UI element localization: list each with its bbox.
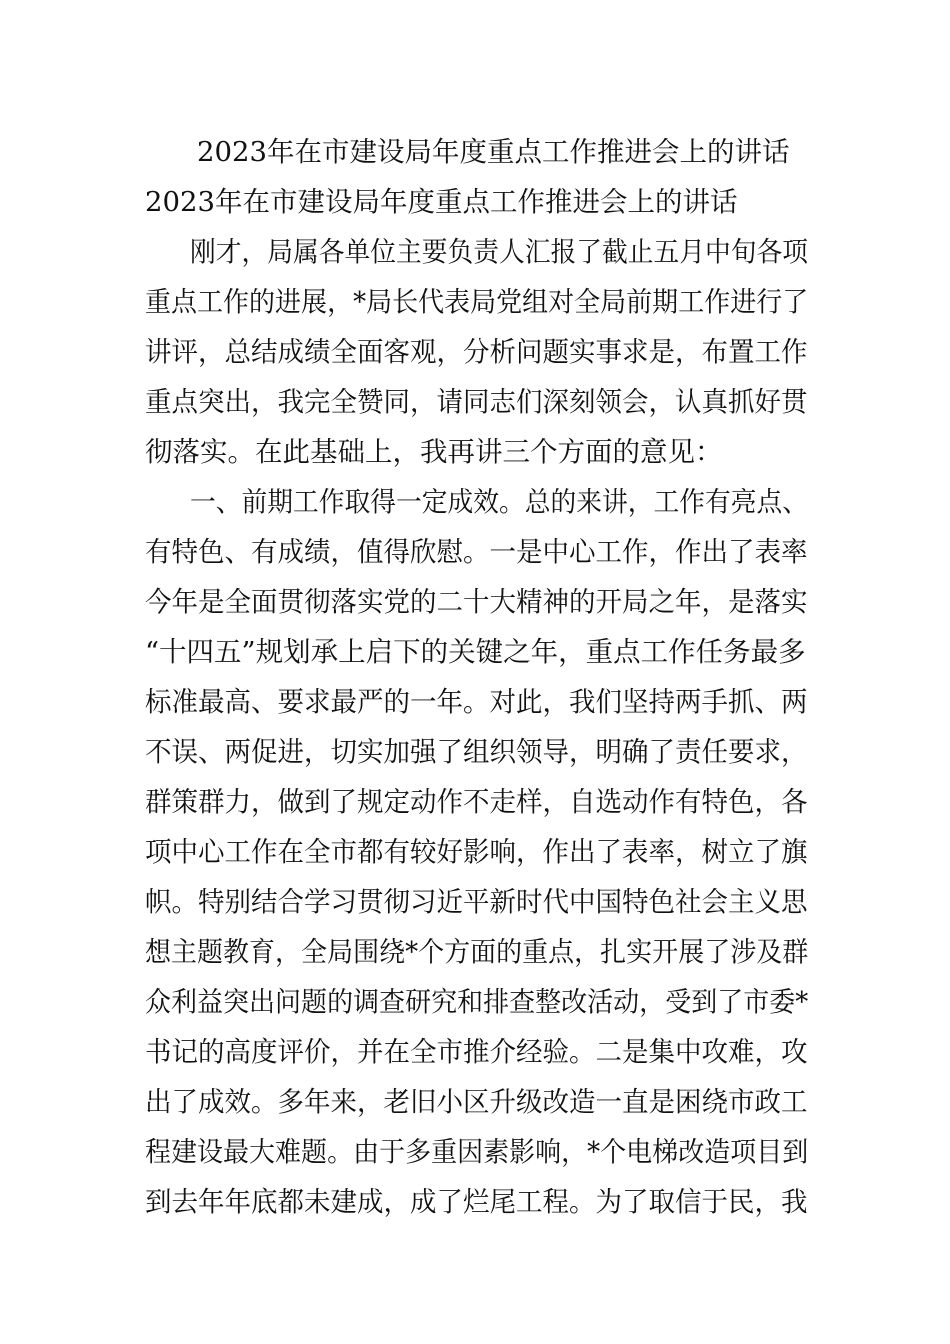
paragraph-line: 标准最高、要求最严的一年。对此，我们坚持两手抓、两 [145,686,808,718]
paragraph-line: 一、前期工作取得一定成效。总的来讲，工作有亮点、 [190,486,809,518]
paragraph-line: 重点工作的进展，*局长代表局党组对全局前期工作进行了 [145,286,809,318]
paragraph-line: 不误、两促进，切实加强了组织领导，明确了责任要求， [145,736,808,768]
paragraph-line: 帜。特别结合学习贯彻习近平新时代中国特色社会主义思 [145,886,808,918]
paragraph-line: 重点突出，我完全赞同，请同志们深刻领会，认真抓好贯 [145,386,808,418]
paragraph-line: 彻落实。在此基础上，我再讲三个方面的意见： [145,436,723,468]
paragraph-line: 今年是全面贯彻落实党的二十大精神的开局之年，是落实 [145,586,808,618]
paragraph-line: 刚才，局属各单位主要负责人汇报了截止五月中旬各项 [190,236,809,268]
paragraph-line: 书记的高度评价，并在全市推介经验。二是集中攻难，攻 [145,1036,808,1068]
paragraph-line: 众利益突出问题的调查研究和排查整改活动，受到了市委* [145,986,809,1018]
paragraph-line: 项中心工作在全市都有较好影响，作出了表率，树立了旗 [145,836,808,868]
paragraph-line: 有特色、有成绩，值得欣慰。一是中心工作，作出了表率 [145,536,808,568]
paragraph-line: 讲评，总结成绩全面客观，分析问题实事求是，布置工作 [145,336,808,368]
paragraph-line: “十四五”规划承上启下的关键之年，重点工作任务最多 [145,636,806,668]
paragraph-line: 出了成效。多年来，老旧小区升级改造一直是困绕市政工 [145,1086,808,1118]
paragraph-line: 到去年年底都未建成，成了烂尾工程。为了取信于民，我 [145,1186,808,1218]
document-title-repeat: 2023年在市建设局年度重点工作推进会上的讲话 [145,186,738,218]
paragraph-line: 想主题教育，全局围绕*个方面的重点，扎实开展了涉及群 [145,936,809,968]
paragraph-line: 程建设最大难题。由于多重因素影响，*个电梯改造项目到 [145,1136,809,1168]
document-title: 2023年在市建设局年度重点工作推进会上的讲话 [197,136,790,168]
paragraph-line: 群策群力，做到了规定动作不走样，自选动作有特色，各 [145,786,808,818]
